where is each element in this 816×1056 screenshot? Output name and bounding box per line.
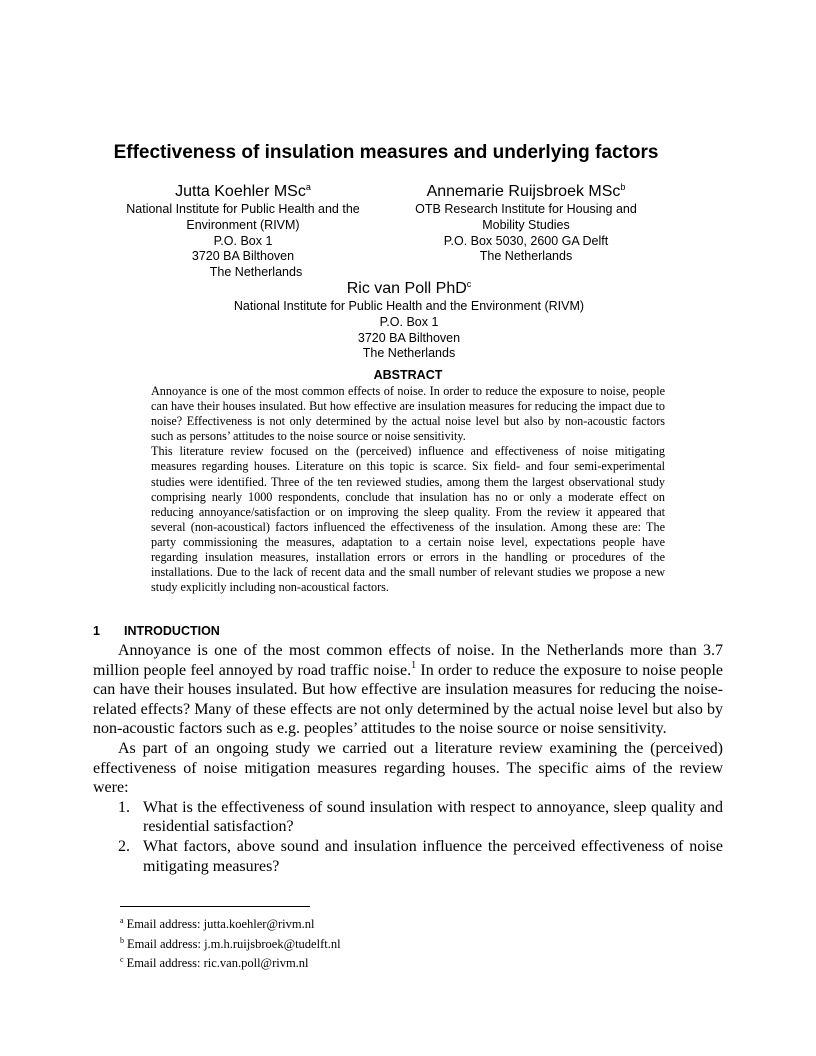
affiliation-line: 3720 BA Bilthoven — [357, 330, 461, 345]
abstract-paragraph: Annoyance is one of the most common effects of noise. In order to reduce the exposure to noise, people can have their houses insulated. But how effective are insulation measures for reducing the impact due to noise? Effectiveness is not only determined by the actual noise level but also by non-acoustic factors such as persons’ attitudes to the noise source or noise sensitivity. — [151, 384, 665, 444]
footnotes — [120, 913, 520, 972]
list-item: 2. What factors, above sound and insulation influence the perceived effectiveness of noise mitigating measures? — [118, 837, 723, 875]
abstract-heading: ABSTRACT — [373, 368, 443, 382]
list-item: 1. What is the effectiveness of sound insulation with respect to annoyance, sleep quality and residential satisfaction? — [118, 798, 723, 836]
body-paragraph: Annoyance is one of the most common effects of noise. In the Netherlands more than 3.7 million people feel annoyed by road traffic noise.$^1$ In order to reduce the exposure to noise people can have their houses insulated. But how effective are insulation measures for reducing the noise-related effects? Many of these effects are not only determined by the actual noise level but also by non-acoustic factors such as e.g. peoples’ attitudes to the noise source or noise sensitivity. — [93, 642, 724, 738]
section-number: 1 — [93, 624, 100, 638]
footnote: $^b$ Email address: j.m.h.ruijsbroek@tudelft.nl — [120, 935, 341, 951]
affiliation-line: The Netherlands — [362, 346, 456, 361]
author-block-koehler — [114, 177, 372, 281]
affiliation-line: Environment (RIVM) — [186, 217, 300, 232]
abstract — [151, 384, 665, 595]
footnote: $^a$ Email address: jutta.koehler@rivm.nl — [120, 916, 315, 931]
affiliation-line: The Netherlands — [209, 265, 303, 280]
author-block-ruijsbroek — [398, 177, 654, 265]
abstract-paragraph: This literature review focused on the (perceived) influence and effectiveness of noise mitigating measures regarding houses. Literature on this topic is scarce. Six field- and four semi-experimental studies were identified. Three of the ten reviewed studies, among them the largest observational study comprising nearly 1000 respondents, conclude that insulation has no or only a moderate effect on reducing annoyance/satisfaction or on improving the sleep quality. From the review it appeared that several (non-acoustical) factors influenced the effectiveness of the insulation. Among these are: The party commissioning the measures, adaptation to a certain noise level, expectations people have regarding insulation measures, installation errors or errors in the handling or procedures of the installations. Due to the lack of recent data and the small number of relevant studies we propose a new study explicitly including non-acoustical factors. — [151, 444, 665, 595]
affiliation-line: Mobility Studies — [482, 217, 570, 232]
affiliation-line: P.O. Box 1 — [379, 314, 439, 329]
affiliation-line: P.O. Box 5030, 2600 GA Delft — [443, 233, 609, 248]
affiliation-line: P.O. Box 1 — [213, 233, 273, 248]
section-title: INTRODUCTION — [124, 624, 220, 638]
author-name: Annemarie Ruijsbroek MSc$^b$ — [426, 182, 626, 200]
footnote: $^c$ Email address: ric.van.poll@rivm.nl — [120, 955, 309, 971]
author-name: Jutta Koehler MSc$^a$ — [175, 182, 311, 200]
footnote-rule — [120, 906, 310, 907]
author-name: Ric van Poll PhD$^c$ — [346, 279, 472, 297]
affiliation-line: National Institute for Public Health and the Environment (RIVM) — [233, 299, 585, 313]
affiliation-line: OTB Research Institute for Housing and — [415, 202, 637, 216]
affiliation-line: 3720 BA Bilthoven — [191, 249, 295, 264]
author-block-van-poll — [200, 274, 618, 362]
affiliation-line: The Netherlands — [479, 249, 573, 264]
body-paragraph: As part of an ongoing study we carried out a literature review examining the (perceived) effectiveness of noise mitigation measures regarding houses. The specific aims of the review were: — [93, 739, 723, 797]
reference-marker: 1 — [411, 659, 417, 671]
introduction-body — [93, 641, 723, 876]
affiliation-line: National Institute for Public Health and the — [126, 202, 360, 216]
paper-title: Effectiveness of insulation measures and underlying factors — [113, 142, 659, 163]
section-heading — [93, 624, 220, 638]
aims-list — [93, 798, 723, 876]
